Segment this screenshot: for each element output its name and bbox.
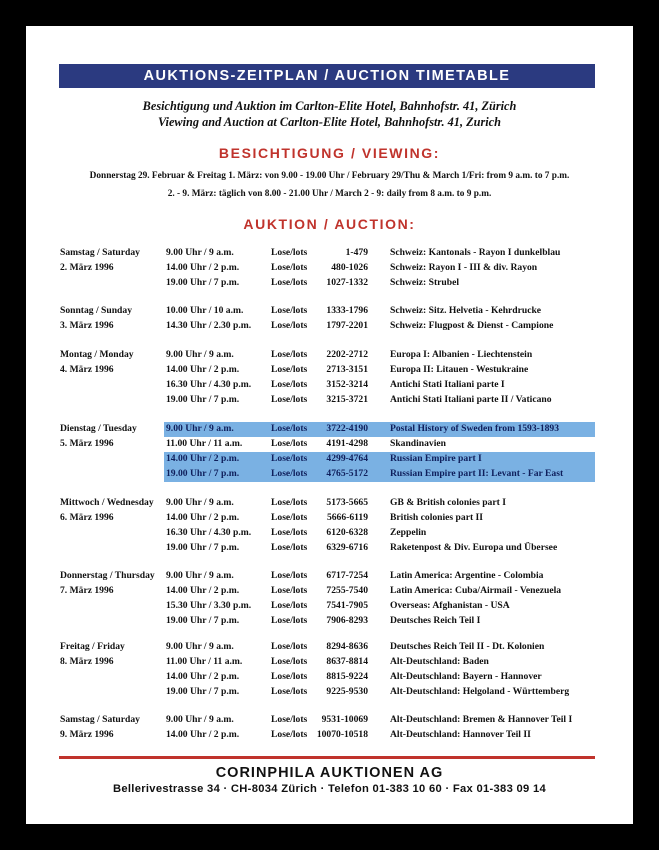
lot-range: 4299-4764 [326, 453, 368, 464]
lots-label: Lose/lots [271, 497, 308, 508]
lot-range: 10070-10518 [316, 729, 368, 740]
lots-label: Lose/lots [271, 686, 308, 697]
session-description: Postal History of Sweden from 1593-1893 [390, 423, 560, 434]
subtitle-english: Viewing and Auction at Carlton-Elite Hotel, Bahnhofstr. 41, Zurich [158, 115, 501, 129]
session-time: 14.30 Uhr / 2.30 p.m. [166, 320, 252, 331]
lot-range: 1333-1796 [326, 305, 368, 316]
session-description: Schweiz: Sitz. Helvetia - Kehrdrucke [390, 305, 542, 316]
lots-label: Lose/lots [271, 320, 308, 331]
lot-range: 8294-8636 [326, 641, 368, 652]
session-time: 14.00 Uhr / 2 p.m. [166, 512, 240, 523]
session-time: 11.00 Uhr / 11 a.m. [166, 438, 243, 449]
session-description: Skandinavien [390, 438, 446, 449]
session-time: 14.00 Uhr / 2 p.m. [166, 262, 240, 273]
session-time: 14.00 Uhr / 2 p.m. [166, 364, 240, 375]
session-time: 19.00 Uhr / 7 p.m. [166, 394, 240, 405]
company-name: CORINPHILA AUKTIONEN AG [215, 765, 444, 781]
lots-label: Lose/lots [271, 729, 308, 740]
lot-range: 8815-9224 [326, 671, 368, 682]
session-description: Europa II: Litauen - Westukraine [390, 364, 529, 375]
lot-range: 9531-10069 [321, 714, 368, 725]
lot-range: 6329-6716 [326, 542, 368, 553]
session-time: 16.30 Uhr / 4.30 p.m. [166, 527, 252, 538]
lots-label: Lose/lots [271, 379, 308, 390]
lots-label: Lose/lots [271, 600, 308, 611]
day-date: 5. März 1996 [60, 438, 114, 449]
lot-range: 3152-3214 [326, 379, 368, 390]
session-time: 19.00 Uhr / 7 p.m. [166, 615, 240, 626]
viewing-line-1: Donnerstag 29. Februar & Freitag 1. März: von 9.00 - 19.00 Uhr / February 29/Thu & March 1/Fri: from 9 a.m. to 7 p.m. [89, 171, 570, 181]
session-description: Russian Empire part II: Levant - Far East [390, 468, 564, 479]
lot-range: 480-1026 [331, 262, 368, 273]
session-time: 9.00 Uhr / 9 a.m. [166, 247, 234, 258]
session-description: Latin America: Argentine - Colombia [390, 570, 544, 581]
session-description: Deutsches Reich Teil I [390, 615, 481, 626]
session-time: 9.00 Uhr / 9 a.m. [166, 423, 234, 434]
lots-label: Lose/lots [271, 438, 308, 449]
session-time: 14.00 Uhr / 2 p.m. [166, 585, 240, 596]
lots-label: Lose/lots [271, 305, 308, 316]
session-description: Alt-Deutschland: Bayern - Hannover [390, 671, 542, 682]
lots-label: Lose/lots [271, 423, 308, 434]
session-description: British colonies part II [390, 512, 484, 523]
day-label: Samstag / Saturday [60, 247, 140, 258]
subtitle-german: Besichtigung und Auktion im Carlton-Elite Hotel, Bahnhofstr. 41, Zürich [142, 99, 517, 113]
lot-range: 3722-4190 [326, 423, 368, 434]
lot-range: 1-479 [345, 247, 368, 258]
lot-range: 3215-3721 [326, 394, 368, 405]
day-label: Mittwoch / Wednesday [60, 497, 154, 508]
lot-range: 7255-7540 [326, 585, 368, 596]
lots-label: Lose/lots [271, 656, 308, 667]
day-label: Montag / Monday [60, 349, 134, 360]
lot-range: 1027-1332 [326, 277, 368, 288]
session-description: Alt-Deutschland: Bremen & Hannover Teil I [390, 714, 573, 725]
session-time: 14.00 Uhr / 2 p.m. [166, 453, 240, 464]
session-description: Schweiz: Kantonals - Rayon I dunkelblau [390, 247, 561, 258]
page-title: AUKTIONS-ZEITPLAN / AUCTION TIMETABLE [59, 64, 595, 88]
lot-range: 9225-9530 [326, 686, 368, 697]
lots-label: Lose/lots [271, 247, 308, 258]
session-time: 19.00 Uhr / 7 p.m. [166, 542, 240, 553]
lot-range: 4191-4298 [326, 438, 368, 449]
lot-range: 1797-2201 [326, 320, 368, 331]
session-time: 19.00 Uhr / 7 p.m. [166, 468, 240, 479]
session-time: 19.00 Uhr / 7 p.m. [166, 686, 240, 697]
session-description: Schweiz: Strubel [390, 277, 460, 288]
website-link[interactable]: www.philabooks.com [212, 793, 447, 821]
session-time: 9.00 Uhr / 9 a.m. [166, 641, 234, 652]
day-label: Donnerstag / Thursday [60, 570, 155, 581]
lots-label: Lose/lots [271, 570, 308, 581]
lot-range: 2202-2712 [326, 349, 368, 360]
viewing-heading: BESICHTIGUNG / VIEWING: [218, 145, 441, 161]
session-time: 14.00 Uhr / 2 p.m. [166, 729, 240, 740]
day-date: 8. März 1996 [60, 656, 114, 667]
session-description: Zeppelin [390, 527, 427, 538]
session-time: 14.00 Uhr / 2 p.m. [166, 671, 240, 682]
day-label: Sonntag / Sunday [60, 305, 132, 316]
session-time: 15.30 Uhr / 3.30 p.m. [166, 600, 252, 611]
day-date: 7. März 1996 [60, 585, 114, 596]
session-time: 9.00 Uhr / 9 a.m. [166, 714, 234, 725]
day-date: 9. März 1996 [60, 729, 114, 740]
session-description: Antichi Stati Italiani parte II / Vaticano [390, 394, 552, 405]
session-description: Latin America: Cuba/Airmail - Venezuela [390, 585, 562, 596]
lots-label: Lose/lots [271, 453, 308, 464]
day-label: Dienstag / Tuesday [60, 423, 137, 434]
session-description: Russian Empire part I [390, 453, 482, 464]
session-description: Schweiz: Rayon I - III & div. Rayon [390, 262, 538, 273]
lot-range: 2713-3151 [326, 364, 368, 375]
lot-range: 6717-7254 [326, 570, 368, 581]
lot-range: 4765-5172 [326, 468, 368, 479]
day-date: 6. März 1996 [60, 512, 114, 523]
document-page [26, 26, 633, 824]
session-description: Alt-Deutschland: Hannover Teil II [390, 729, 531, 740]
session-description: Alt-Deutschland: Helgoland - Württemberg [390, 686, 570, 697]
lots-label: Lose/lots [271, 542, 308, 553]
lots-label: Lose/lots [271, 364, 308, 375]
day-label: Freitag / Friday [60, 641, 125, 652]
session-time: 10.00 Uhr / 10 a.m. [166, 305, 244, 316]
footer-divider [59, 756, 595, 759]
lot-range: 5173-5665 [326, 497, 368, 508]
lots-label: Lose/lots [271, 641, 308, 652]
session-description: Overseas: Afghanistan - USA [390, 600, 510, 611]
lots-label: Lose/lots [271, 277, 308, 288]
session-description: Raketenpost & Div. Europa und Übersee [390, 542, 558, 553]
lots-label: Lose/lots [271, 512, 308, 523]
lots-label: Lose/lots [271, 671, 308, 682]
lots-label: Lose/lots [271, 585, 308, 596]
auction-heading: AUKTION / AUCTION: [243, 216, 416, 232]
session-time: 11.00 Uhr / 11 a.m. [166, 656, 243, 667]
lot-range: 7906-8293 [326, 615, 368, 626]
session-time: 16.30 Uhr / 4.30 p.m. [166, 379, 252, 390]
session-description: Alt-Deutschland: Baden [390, 656, 489, 667]
lots-label: Lose/lots [271, 527, 308, 538]
lots-label: Lose/lots [271, 615, 308, 626]
lots-label: Lose/lots [271, 349, 308, 360]
day-date: 3. März 1996 [60, 320, 114, 331]
lots-label: Lose/lots [271, 714, 308, 725]
lot-range: 5666-6119 [326, 512, 368, 523]
session-description: Antichi Stati Italiani parte I [390, 379, 505, 390]
session-description: Deutsches Reich Teil II - Dt. Kolonien [390, 641, 545, 652]
lot-range: 6120-6328 [326, 527, 368, 538]
day-label: Samstag / Saturday [60, 714, 140, 725]
lot-range: 7541-7905 [326, 600, 368, 611]
lot-range: 8637-8814 [326, 656, 368, 667]
session-time: 9.00 Uhr / 9 a.m. [166, 349, 234, 360]
lots-label: Lose/lots [271, 468, 308, 479]
session-description: Schweiz: Flugpost & Dienst - Campione [390, 320, 554, 331]
session-description: GB & British colonies part I [390, 497, 506, 508]
viewing-line-2: 2. - 9. März: täglich von 8.00 - 21.00 Uhr / March 2 - 9: daily from 8 a.m. to 9 p.m. [167, 189, 492, 199]
day-date: 2. März 1996 [60, 262, 114, 273]
lots-label: Lose/lots [271, 262, 308, 273]
session-time: 9.00 Uhr / 9 a.m. [166, 570, 234, 581]
session-time: 19.00 Uhr / 7 p.m. [166, 277, 240, 288]
session-time: 9.00 Uhr / 9 a.m. [166, 497, 234, 508]
lots-label: Lose/lots [271, 394, 308, 405]
day-date: 4. März 1996 [60, 364, 114, 375]
company-address: Bellerivestrasse 34 · CH-8034 Zürich · Telefon 01-383 10 60 · Fax 01-383 09 14 [113, 783, 546, 795]
session-description: Europa I: Albanien - Liechtenstein [390, 349, 533, 360]
